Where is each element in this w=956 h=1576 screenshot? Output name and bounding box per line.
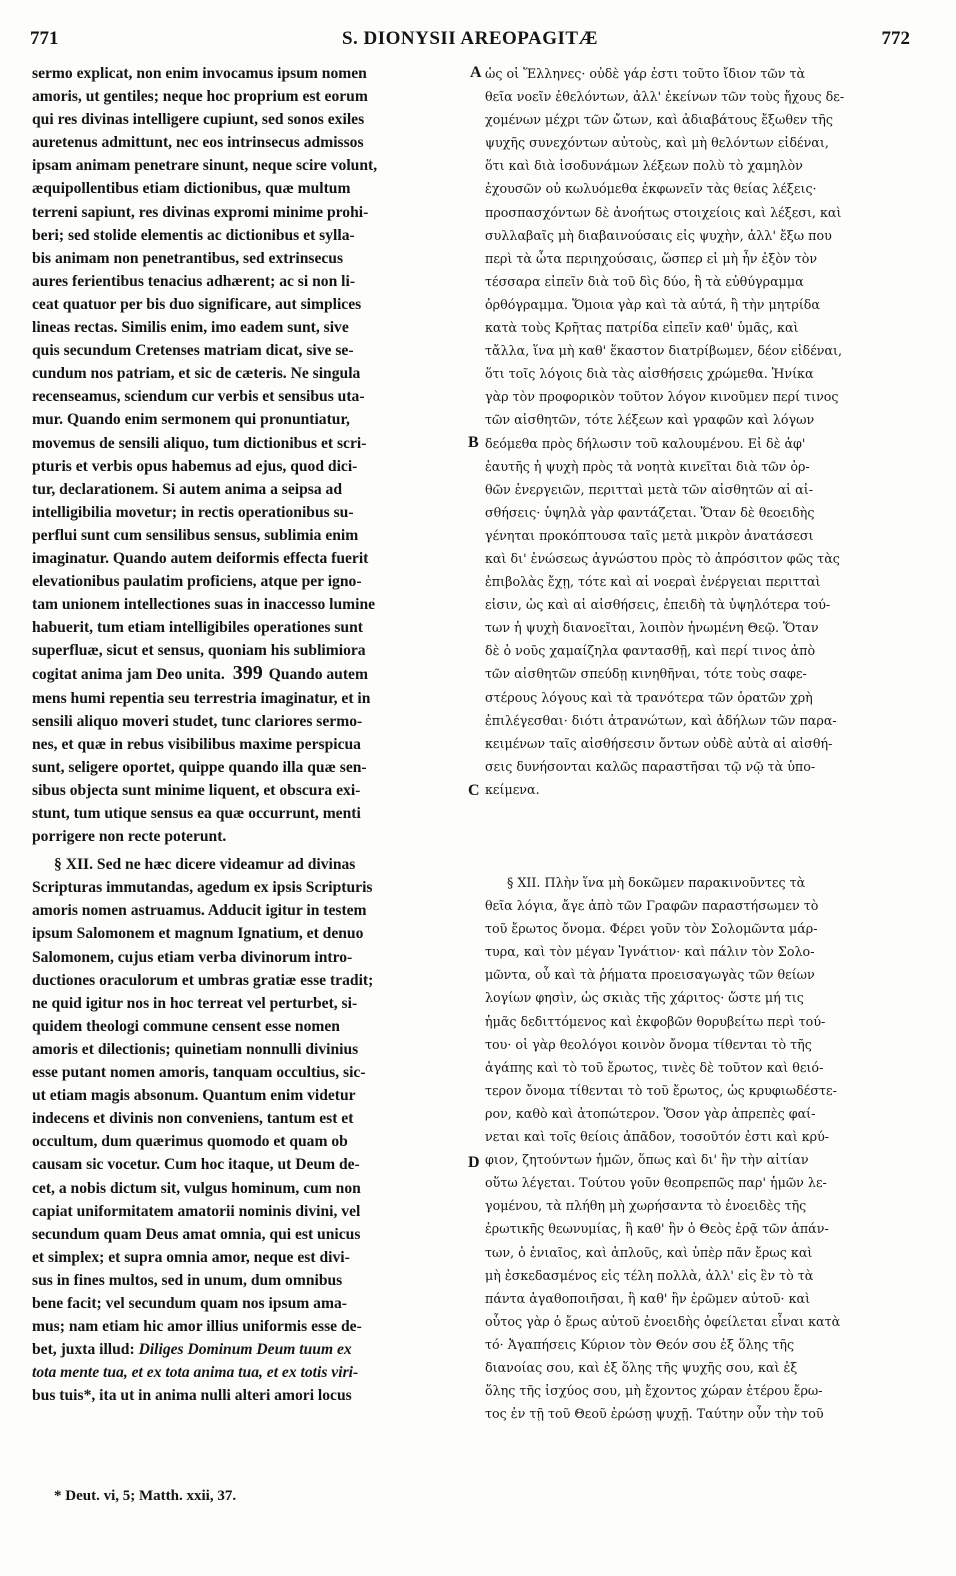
latin-line-text: porrigere non recte poterunt. xyxy=(32,828,227,846)
latin-line xyxy=(32,733,468,756)
latin-line-text: bet, juxta illud: xyxy=(32,1341,135,1359)
greek-line: δεόμεθα πρὸς δήλωσιν τοῦ καλουμένου. Εἰ δὲ ἀφ' xyxy=(485,435,806,451)
latin-line-text: recenseamus, sciendum cur verbis et sensibus uta- xyxy=(32,388,365,406)
latin-line xyxy=(32,710,468,733)
greek-line: του· οἱ γὰρ θεολόγοι κοινὸν ὄνομα τίθενται τὸ τῆς xyxy=(485,1036,812,1052)
latin-line-text: capiat uniformitatem amatorii nominis divini, vel xyxy=(32,1202,361,1220)
greek-line: γομένου, τὰ πλήθη μὴ χωρήσαντα τὸ ἑνοειδὲς τῆς xyxy=(485,1198,807,1214)
latin-line-text: mus; nam etiam hic amor illius uniformis esse de- xyxy=(32,1318,362,1336)
greek-line: ἡμᾶς δεδιττόμενος καὶ ἐκφοβῶν θορυβείτω περὶ τού- xyxy=(485,1013,826,1029)
latin-line xyxy=(32,1107,468,1130)
latin-line-text: mur. Quando enim sermonem qui pronuntiatur, xyxy=(32,411,350,429)
greek-line: τοῦ ἔρωτος ὄνομα. Φέρει γοῦν τὸν Σολομῶντα μάρ- xyxy=(485,921,818,937)
latin-line xyxy=(32,455,468,478)
margin-marker-a: A xyxy=(470,64,482,81)
latin-line xyxy=(32,432,468,455)
latin-line xyxy=(32,1361,468,1384)
latin-line xyxy=(32,1246,468,1269)
greek-line: θῶν ἐνεργειῶν, περιτταὶ μετὰ τῶν αἰσθητῶν αἱ αἰ- xyxy=(485,481,814,497)
latin-line xyxy=(32,501,468,524)
latin-line xyxy=(32,946,468,969)
latin-line-text: occultum, dum quærimus quomodo et quam ob xyxy=(32,1133,348,1151)
greek-line: διανοίας σου, καὶ ἐξ ὅλης τῆς ψυχῆς σου, καὶ ἐξ xyxy=(485,1359,798,1375)
latin-line xyxy=(32,639,468,662)
latin-line-text: æquipollentibus etiam dictionibus, quæ multum xyxy=(32,180,351,198)
latin-line xyxy=(32,802,468,825)
latin-line xyxy=(32,1223,468,1246)
greek-line: θεῖα λόγια, ἄγε ἀπὸ τῶν Γραφῶν παραστήσωμεν τὸ xyxy=(485,898,819,914)
latin-line-text: ipsum Salomonem et magnum Ignatium, et denuo xyxy=(32,925,364,943)
greek-line: καὶ δι' ἑνώσεως ἀγνώστου πρὸς τὸ ἀπρόσιτον φῶς τὰς xyxy=(485,550,840,566)
latin-line-text: secundum quam Deus amat omnia, qui est unicus xyxy=(32,1225,361,1243)
greek-line: ὀρθόγραμμα. Ὅμοια γὰρ καὶ τὰ αὐτά, ἢ τὴν μητρίδα xyxy=(485,296,821,312)
latin-line xyxy=(32,524,468,547)
latin-line xyxy=(32,922,468,945)
latin-line-text: tam unionem intellectiones suas in inaccesso lumine xyxy=(32,596,376,614)
latin-line xyxy=(32,1153,468,1176)
greek-line: μὴ ἐσκεδασμένος εἰς τέλη πολλὰ, ἀλλ' εἰς ἓν τὸ τὰ xyxy=(485,1267,814,1283)
page-number-left: 771 xyxy=(30,28,59,49)
greek-line: νεται καὶ τοῖς θείοις ἀπᾶδον, τοσοῦτόν ἐστι καὶ κρύ- xyxy=(485,1129,830,1145)
latin-line-text: nes, et quæ in rebus visibilibus maxime perspicua xyxy=(32,735,361,753)
greek-line: ρον, καθὸ καὶ ἀτοπώτερον. Ὅσον γὰρ ἀπρεπὲς φαί- xyxy=(485,1105,816,1121)
latin-line xyxy=(32,1084,468,1107)
latin-line xyxy=(32,1130,468,1153)
latin-line-text: cet, a nobis dictum sit, vulgus hominum, cum non xyxy=(32,1179,361,1197)
latin-line-text: sus in fines multos, sed in unum, dum omnibus xyxy=(32,1271,343,1289)
latin-line-tail: Quando autem xyxy=(268,666,368,684)
margin-marker-b: B xyxy=(468,434,479,451)
greek-line: συλλαβαῖς μὴ διαβαινούσαις εἰς ψυχὴν, ἀλλ' ἔξω που xyxy=(485,227,832,243)
greek-line: οὗτος γὰρ ὁ ἔρως αὐτοῦ ἑνοειδὴς ὀφείλεται εἶναι κατὰ xyxy=(485,1313,841,1329)
latin-line xyxy=(32,593,468,616)
latin-line-text: perflui sunt cum sensilibus sensus, sublimia enim xyxy=(32,526,359,544)
latin-line-text: et simplex; et supra omnia amor, neque est divi- xyxy=(32,1248,350,1266)
greek-line: οὕτω λέγεται. Τούτου γοῦν θεοπρεπῶς παρ' ἡμῶν λε- xyxy=(485,1175,827,1191)
latin-line-text: intelligibilia movetur; in rectis operationibus su- xyxy=(32,503,354,521)
greek-line: στέρους λόγους καὶ τὰ τρανότερα τῶν ὁρατῶν χρὴ xyxy=(485,689,813,705)
latin-line xyxy=(32,1015,468,1038)
latin-line-text: qui res divinas intelligere cupiunt, sed sonos exiles xyxy=(32,111,365,129)
latin-line xyxy=(32,85,468,108)
greek-line: ἐρωτικῆς θεωνυμίας, ἢ καθ' ἣν ὁ Θεὸς ἐρᾷ τῶν ἁπάν- xyxy=(485,1221,829,1237)
latin-line xyxy=(32,247,468,270)
latin-line-text: bene facit; vel secundum quam nos ipsum ama- xyxy=(32,1294,347,1312)
latin-line xyxy=(32,385,468,408)
latin-line-text: auretenus admittunt, nec eos intrinsecus admissos xyxy=(32,134,364,152)
latin-line xyxy=(32,853,468,876)
margin-marker-c: C xyxy=(468,782,480,799)
latin-line xyxy=(32,201,468,224)
greek-line: μῶντα, οὗ καὶ τὰ ῥήματα προεισαγωγὰς τῶν θείων xyxy=(485,967,815,983)
latin-line-text: quis secundum Cretenses matriam dicat, sive se- xyxy=(32,342,354,360)
greek-line: τερον ὄνομα τίθενται τὸ τοῦ ἔρωτος, ὡς κρυφιωδέστε- xyxy=(485,1082,837,1098)
latin-line xyxy=(32,1338,468,1361)
latin-line-text: ductiones oraculorum et umbras gratiæ esse tradit; xyxy=(32,971,374,989)
running-title: S. DIONYSII AREOPAGITÆ xyxy=(341,28,599,49)
latin-line xyxy=(32,108,468,131)
latin-line-text: aures ferientibus tenacius adhærent; ac si non li- xyxy=(32,272,356,290)
latin-line-text: quidem theologi commune censent esse nomen xyxy=(32,1017,340,1035)
latin-line-text: ne quid igitur nos in hoc terreat vel perturbet, si- xyxy=(32,994,358,1012)
latin-line xyxy=(32,899,468,922)
latin-line-text: bus tuis*, ita ut in anima nulli alteri amori locus xyxy=(32,1387,352,1405)
latin-line-text: ut etiam magis absonum. Quantum enim videtur xyxy=(32,1087,356,1105)
greek-line: θεῖα νοεῖν ἐθελόντων, ἀλλ' ἐκείνων τῶν τοὺς ἤχους δε- xyxy=(485,89,845,105)
latin-line-text: causam sic vocetur. Cum hoc itaque, ut Deum de- xyxy=(32,1156,360,1174)
latin-line xyxy=(32,131,468,154)
greek-line: των ἡ ψυχὴ διανοεῖται, λοιπὸν ἡνωμένη Θεῷ. Ὅταν xyxy=(485,620,819,636)
scripture-quote: Diliges Dominum Deum tuum ex xyxy=(138,1341,352,1359)
latin-line-text: habuerit, tum etiam intelligibiles operationes sunt xyxy=(32,619,363,637)
latin-line xyxy=(32,293,468,316)
latin-line xyxy=(32,62,468,85)
latin-column xyxy=(32,62,468,1407)
latin-line xyxy=(32,570,468,593)
margin-marker-d: D xyxy=(468,1154,480,1171)
greek-line: προσπασχόντων δὲ ἀνοήτως στοιχείοις καὶ λέξεσι, καὶ xyxy=(485,204,842,220)
latin-line-text: terreni sapiunt, res divinas expromi minime prohi- xyxy=(32,203,369,221)
greek-line: τῶν αἰσθητῶν σπεύδῃ κινηθῆναι, τότε τοὺς σαφε- xyxy=(485,666,807,682)
greek-line: σθήσεις· ὑψηλὰ γὰρ φαντάζεται. Ὅταν δὲ θεοειδὴς xyxy=(485,504,815,520)
page-number-right: 772 xyxy=(881,28,910,49)
greek-line: λογίων φησὶν, ὡς σκιὰς τῆς χάριτος· ὥστε μή τις xyxy=(485,990,804,1006)
latin-line-text: amoris, ut gentiles; neque hoc proprium est eorum xyxy=(32,88,368,106)
latin-line-text: stunt, tum utique sensus ea quæ occurrunt, menti xyxy=(32,805,361,822)
page-header xyxy=(30,28,910,56)
latin-line xyxy=(32,825,468,848)
greek-line: ψυχῆς συνεχόντων αὐτοὺς, καὶ μὴ θελόντων εἰδέναι, xyxy=(485,135,829,151)
greek-column xyxy=(485,62,910,1425)
greek-line: κείμενα. xyxy=(485,781,540,797)
latin-line xyxy=(32,339,468,362)
greek-line: ὅτι καὶ διὰ ἰσοδυνάμων λέξεων πολὺ τὸ χαμηλὸν xyxy=(485,158,803,174)
latin-line-text: ceat quatuor per bis duo significare, aut simplices xyxy=(32,295,362,313)
latin-line xyxy=(32,1269,468,1292)
latin-line-text: sensili aliquo moveri studet, tunc clariores sermo- xyxy=(32,712,363,730)
latin-line-text: sunt, seligere oportet, quippe quando illa quæ sen- xyxy=(32,758,367,776)
latin-line-text: tota mente tua, et ex tota anima tua, et ex totis viri- xyxy=(32,1364,359,1382)
greek-line: τυρα, καὶ τὸν μέγαν Ἰγνάτιον· καὶ πάλιν τὸν Σολο- xyxy=(485,944,815,960)
latin-line-text: lineas rectas. Similis enim, imo eadem sunt, sive xyxy=(32,319,349,337)
latin-line xyxy=(32,154,468,177)
chapter-number: 399 xyxy=(232,662,263,685)
greek-line: κειμένων ταῖς αἰσθήσεσιν ὄντων οὐδὲ αὐτὰ αἱ αἰσθή- xyxy=(485,735,833,751)
latin-line-text: Salomonem, cujus etiam verba divinorum intro- xyxy=(32,948,353,966)
latin-line xyxy=(32,1315,468,1338)
greek-line: δὲ ὁ νοῦς χαμαίζηλα φαντασθῇ, καὶ περί τινος ἀπὸ xyxy=(485,643,816,659)
latin-line-text: beri; sed stolide elementis ac dictionibus et sylla- xyxy=(32,226,355,244)
greek-line: σεις δυνήσονται καλῶς παραστῆσαι τῷ νῷ τὰ ὑπο- xyxy=(485,758,816,774)
greek-line: περὶ τὰ ὦτα περιηχούσαις, ὥσπερ εἰ μὴ ἦν ἐξὸν τὸν xyxy=(485,250,818,266)
greek-line: τό· Ἀγαπήσεις Κύριον τὸν Θεόν σου ἐξ ὅλης τῆς xyxy=(485,1336,795,1352)
greek-line: ὡς οἱ Ἕλληνες· οὐδὲ γάρ ἐστι τοῦτο ἴδιον τῶν τὰ xyxy=(485,66,806,81)
greek-line: ἑαυτῆς ἡ ψυχὴ πρὸς τὰ νοητὰ κινεῖται διὰ τῶν ὀρ- xyxy=(485,458,810,474)
greek-line: ἐπιβολὰς ἔχῃ, τότε καὶ αἱ νοεραὶ ἐνέργειαι περιτταὶ xyxy=(485,574,821,590)
latin-line-text: movemus de sensili aliquo, tum dictionibus et scri- xyxy=(32,434,367,452)
latin-line-text: imaginatur. Quando autem deiformis effecta fuerit xyxy=(32,549,369,567)
greek-line: των, ὁ ἑνιαῖος, καὶ ἁπλοῦς, καὶ ὑπὲρ πᾶν ἔρως καὶ xyxy=(485,1244,813,1260)
latin-line-text: cundum nos patriam, et sic de cæteris. Ne singula xyxy=(32,365,361,383)
latin-line-text: esse putant nomen amoris, tanquam occultius, sic- xyxy=(32,1064,366,1082)
latin-line xyxy=(32,1177,468,1200)
latin-line-text: indecens et divinis non conveniens, tantum est et xyxy=(32,1110,354,1128)
footnote: * Deut. vi, 5; Matth. xxii, 37. xyxy=(54,1488,237,1504)
greek-line: ἐπιλέγεσθαι· διότι ἀτρανώτων, καὶ ἀδήλων τῶν παρα- xyxy=(485,712,837,728)
latin-line xyxy=(32,1061,468,1084)
latin-line xyxy=(32,408,468,431)
greek-line: χομένων μέχρι τῶν ὤτων, καὶ ἀδιαβάτους ἔξωθεν τῆς xyxy=(485,112,834,128)
latin-line-text: superfluæ, sicut et sensus, quoniam his sublimiora xyxy=(32,642,366,660)
latin-line-text: amoris nomen astruamus. Adducit igitur in testem xyxy=(32,902,367,920)
latin-line xyxy=(32,270,468,293)
latin-line xyxy=(32,547,468,570)
greek-line: γὰρ τὸν προφορικὸν τοῦτον λόγον κινοῦμεν περί τινος xyxy=(485,389,839,405)
latin-line xyxy=(32,177,468,200)
greek-line: ὅλης τῆς ἰσχύος σου, μὴ ἔχοντος χώραν ἑτέρου ἔρω- xyxy=(485,1383,823,1399)
latin-line-text: sermo explicat, non enim invocamus ipsum nomen xyxy=(32,65,367,82)
greek-line: τῶν αἰσθητῶν, τότε λέξεων καὶ γραφῶν καὶ λόγων xyxy=(485,412,815,428)
latin-line xyxy=(32,316,468,339)
latin-line xyxy=(32,756,468,779)
greek-line: ἀγάπης καὶ τὸ τοῦ ἔρωτος, τινὲς δὲ τοῦτον καὶ θειό- xyxy=(485,1059,824,1075)
greek-line: § XII. Πλὴν ἵνα μὴ δοκῶμεν παρακινοῦντες τὰ xyxy=(507,875,806,890)
latin-line-text: tur, declarationem. Si autem anima a seipsa ad xyxy=(32,480,343,498)
latin-line xyxy=(32,779,468,802)
latin-line-text: Scripturas immutandas, agedum ex ipsis Scripturis xyxy=(32,879,373,897)
latin-line xyxy=(32,224,468,247)
latin-line-text: pturis et verbis opus habemus ad ejus, quod dici- xyxy=(32,457,358,475)
latin-line xyxy=(32,992,468,1015)
greek-line: φιον, ζητούντων ἡμῶν, ὅπως καὶ δι' ἣν τὴν αἰτίαν xyxy=(485,1152,809,1168)
greek-line: ὅτι τοῖς λόγοις διὰ τὰς αἰσθήσεις χρώμεθα. Ἡνίκα xyxy=(485,366,814,382)
latin-line-text: cogitat anima jam Deo unita. xyxy=(32,666,225,684)
greek-line: κατὰ τοὺς Κρῆτας πατρίδα εἰπεῖν καθ' ὑμᾶς, καὶ xyxy=(485,320,799,336)
latin-line-text: ipsam animam penetrare sinunt, neque scire volunt, xyxy=(32,157,378,175)
latin-line xyxy=(32,1292,468,1315)
latin-line xyxy=(32,1200,468,1223)
greek-line: τἄλλα, ἵνα μὴ καθ' ἕκαστον διατρίβωμεν, δέον εἰδέναι, xyxy=(485,343,843,359)
latin-line xyxy=(32,969,468,992)
latin-line xyxy=(32,662,468,686)
latin-line xyxy=(32,616,468,639)
latin-line xyxy=(32,1384,468,1407)
greek-line: εἰσιν, ὡς καὶ αἱ αἰσθήσεις, ἐπειδὴ τὰ ὑψηλότερα τού- xyxy=(485,597,831,613)
greek-line: γένηται προκόπτουσα ταῖς μετὰ μικρὸν ἀνατάσεσι xyxy=(485,527,814,543)
latin-line-text: bis animam non penetrantibus, sed extrinsecus xyxy=(32,249,344,267)
latin-line xyxy=(32,362,468,385)
greek-line: ἐχουσῶν οὐ κωλυόμεθα ἐκφωνεῖν τὰς θείας λέξεις· xyxy=(485,181,817,197)
latin-line-text: amoris et dilectionis; quinetiam nonnulli divinius xyxy=(32,1040,359,1058)
latin-line xyxy=(32,478,468,501)
greek-line: τος ἐν τῇ τοῦ Θεοῦ ἐρώσῃ ψυχῇ. Ταύτην οὖν τὴν τοῦ xyxy=(485,1406,824,1422)
latin-line-text: mens humi repentia seu terrestria imaginatur, et in xyxy=(32,689,371,707)
latin-line-text: § XII. Sed ne hæc dicere videamur ad divinas xyxy=(54,856,356,874)
latin-line-text: elevationibus paulatim proficiens, atque per igno- xyxy=(32,573,362,591)
latin-line xyxy=(32,876,468,899)
greek-line: πάντα ἀγαθοποιῆσαι, ἢ καθ' ἣν ἐρῶμεν αὐτοῦ· καὶ xyxy=(485,1290,811,1306)
greek-line: τέσσαρα εἰπεῖν διὰ τοῦ δὶς δύο, ἢ τὰ εὐθύγραμμα xyxy=(485,273,804,289)
latin-line xyxy=(32,687,468,710)
latin-line-text: sibus objecta sunt minime liquent, et obscura exi- xyxy=(32,781,361,799)
latin-line xyxy=(32,1038,468,1061)
